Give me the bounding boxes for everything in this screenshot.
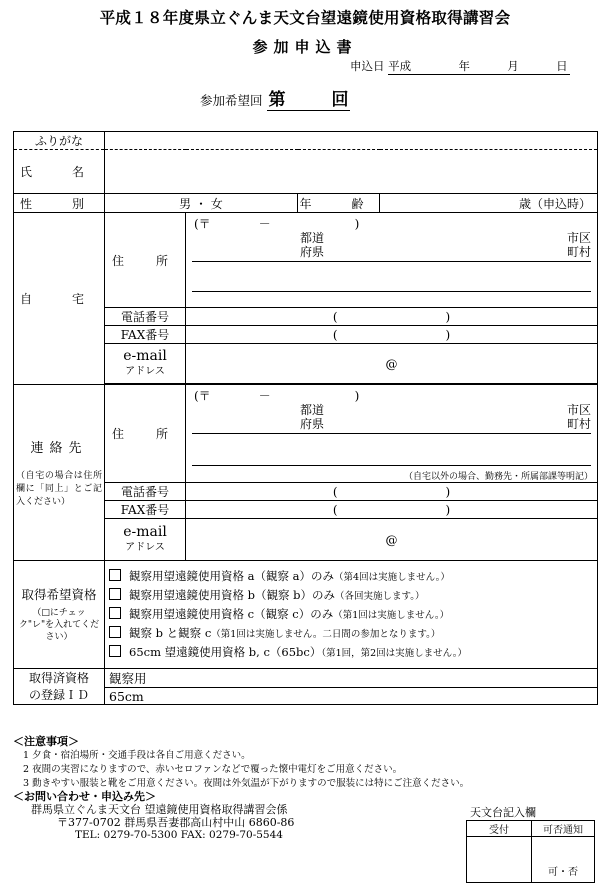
qualification-checkbox[interactable]	[109, 645, 121, 657]
date-underline[interactable]: 平成 年 月 日	[388, 58, 570, 75]
contact-info-section	[13, 790, 294, 842]
application-date[interactable]	[350, 58, 570, 75]
home-address-label: 住 所	[105, 213, 186, 308]
name-label: 氏 名	[14, 150, 105, 194]
office-use-table	[466, 820, 595, 883]
office-approval-header: 可否通知	[532, 821, 595, 837]
name-field[interactable]	[105, 150, 598, 194]
contact-tel-fax: TEL: 0279-70-5300 FAX: 0279-70-5544	[75, 829, 283, 841]
office-approval-cell: 可・否	[532, 837, 595, 883]
qualification-checkbox[interactable]	[109, 626, 121, 638]
home-address-line1	[192, 261, 591, 262]
office-reception-cell	[467, 837, 532, 883]
qualification-checkbox[interactable]	[109, 588, 121, 600]
qualification-option-bc[interactable]: 観察 b と観察 c（第1回は実施しません。二日間の参加となります。）	[105, 624, 597, 643]
note-item: 1 夕食・宿泊場所・交通手段は各自ご用意ください。	[23, 750, 251, 761]
qualification-checkbox[interactable]	[109, 607, 121, 619]
office-use-title: 天文台記入欄	[470, 806, 536, 819]
contact-address-line1	[192, 433, 591, 434]
home-postal: (〒 － )	[194, 217, 360, 231]
contact-address-note: （自宅以外の場合、勤務先・所属部課等明記）	[403, 472, 593, 482]
qualification-options	[105, 561, 598, 669]
form-subtitle: 参加申込書	[252, 38, 358, 56]
registered-id-label: 取得済資格 の登録ＩＤ	[14, 669, 105, 705]
contact-fax-field[interactable]: ( )	[186, 501, 598, 519]
qualification-checkbox[interactable]	[109, 569, 121, 581]
contact-heading: ＜お問い合わせ・申込み先＞	[13, 790, 156, 803]
date-label: 申込日	[350, 59, 385, 73]
qualification-option-a[interactable]: 観察用望遠鏡使用資格 a（観察 a）のみ（第4回は実施しません。）	[105, 567, 597, 586]
home-email-label: e-mail アドレス	[105, 344, 186, 384]
application-form-table	[13, 131, 598, 705]
qualification-label: 取得希望資格 （□にチェック"レ"を入れてください）	[14, 561, 105, 669]
gender-field[interactable]: 男 ・ 女	[105, 194, 298, 213]
contact-todofuken: 都道 府県	[300, 403, 325, 431]
home-address-line2	[192, 291, 591, 292]
note-item: 3 動きやすい服装と靴をご用意ください。夜間は外気温が下がりますので服装には特にご注意ください。	[23, 778, 470, 789]
note-item: 2 夜間の実習になりますので、赤いセロファンなどで覆った懐中電灯をご用意ください。	[23, 764, 403, 775]
contact-address-field[interactable]	[186, 385, 598, 483]
home-fax-field[interactable]: ( )	[186, 326, 598, 344]
session-label: 参加希望回	[200, 93, 263, 108]
contact-address-line2	[192, 465, 591, 466]
contact-org: 群馬県立ぐんま天文台 望遠鏡使用資格取得講習会係	[31, 803, 288, 816]
contact-note: （自宅の場合は住所欄に「同上」とご記入ください）	[16, 470, 102, 507]
home-phone-field[interactable]: ( )	[186, 308, 598, 326]
home-todofuken: 都道 府県	[300, 231, 325, 259]
registered-id-observation[interactable]: 観察用	[105, 669, 598, 688]
notes-heading: ＜注意事項＞	[13, 735, 79, 748]
contact-section-label: 連絡先 （自宅の場合は住所欄に「同上」とご記入ください）	[14, 385, 105, 561]
furigana-label: ふりがな	[14, 132, 105, 150]
session-choice[interactable]: 参加希望回 第 回	[200, 85, 350, 111]
home-phone-label: 電話番号	[105, 308, 186, 326]
home-shiku: 市区 町村	[566, 231, 591, 259]
contact-address: 〒377-0702 群馬県吾妻郡高山村中山 6860-86	[57, 816, 295, 829]
contact-phone-label: 電話番号	[105, 483, 186, 501]
contact-postal: (〒 － )	[194, 389, 360, 403]
contact-shiku: 市区 町村	[566, 403, 591, 431]
contact-phone-field[interactable]: ( )	[186, 483, 598, 501]
home-section-label: 自 宅	[14, 213, 105, 385]
qualification-option-b[interactable]: 観察用望遠鏡使用資格 b（観察 b）のみ（各回実施します。）	[105, 586, 597, 605]
home-email-field[interactable]: @	[186, 344, 598, 384]
qualification-option-65bc[interactable]: 65cm 望遠鏡使用資格 b, c（65bc）（第1回，第2回は実施しません。）	[105, 643, 597, 662]
age-label: 年 齢	[298, 194, 380, 213]
contact-address-label: 住 所	[105, 385, 186, 483]
home-address-field[interactable]	[186, 213, 598, 308]
contact-email-field[interactable]: @	[186, 519, 598, 561]
home-fax-label: FAX番号	[105, 326, 186, 344]
furigana-field[interactable]	[105, 132, 598, 150]
gender-label: 性 別	[14, 194, 105, 213]
age-field[interactable]: 歳（申込時）	[380, 194, 598, 213]
registered-id-65cm[interactable]: 65cm	[105, 688, 598, 705]
qualification-option-c[interactable]: 観察用望遠鏡使用資格 c（観察 c）のみ（第1回は実施しません。）	[105, 605, 597, 624]
contact-fax-label: FAX番号	[105, 501, 186, 519]
notes-section	[13, 735, 469, 791]
form-title: 平成１８年度県立ぐんま天文台望遠鏡使用資格取得講習会	[99, 9, 511, 27]
contact-email-label: e-mail アドレス	[105, 519, 186, 561]
office-reception-header: 受付	[467, 821, 532, 837]
